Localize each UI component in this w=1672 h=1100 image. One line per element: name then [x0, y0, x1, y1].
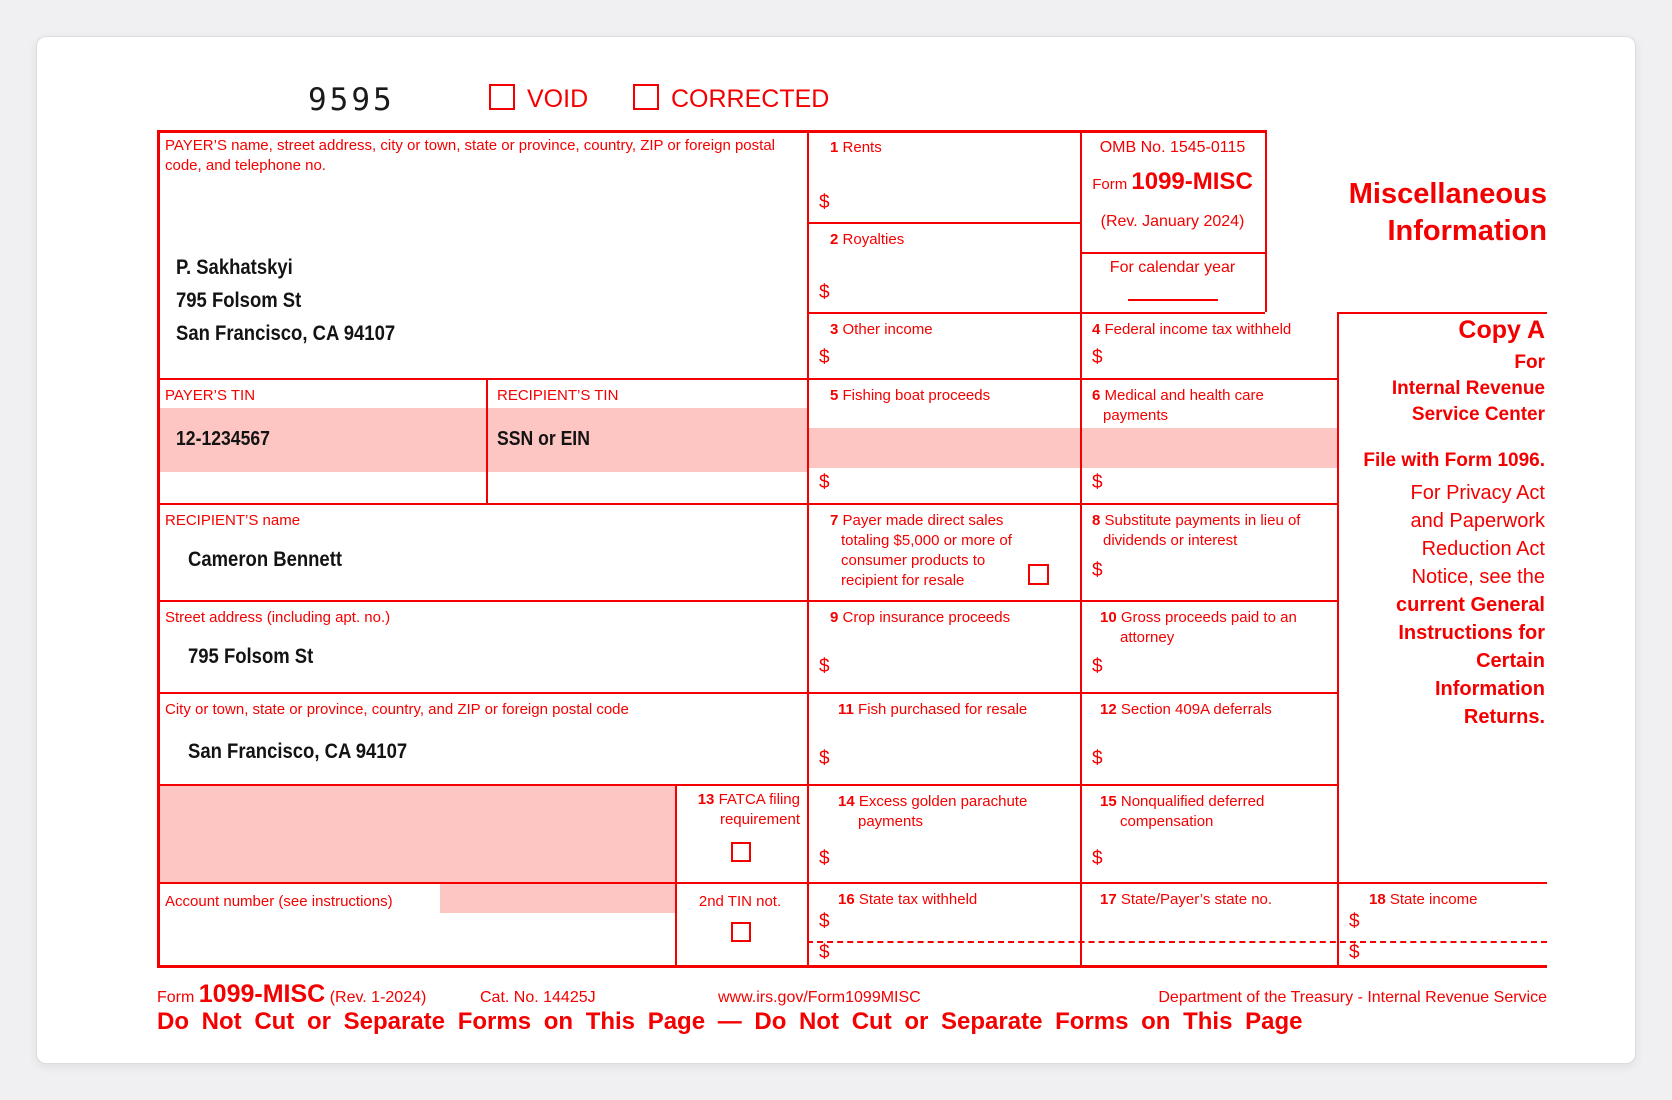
grid-line — [157, 784, 1337, 786]
recipient-name: Cameron Bennett — [188, 548, 343, 571]
box4-label: 4 Federal income tax withheld — [1092, 321, 1292, 338]
omb-number: OMB No. 1545-0115 — [1099, 139, 1246, 156]
recipient-tin-value: SSN or EIN — [497, 428, 590, 450]
box2-label: 2 Royalties — [830, 231, 905, 248]
box6-label: 6 Medical and health care payments — [1092, 387, 1264, 424]
city-label: City or town, state or province, country, and ZIP or foreign postal code — [165, 701, 629, 718]
box18-amount-field-bottom[interactable]: $ — [1349, 942, 1360, 963]
box2-amount-field[interactable]: $ — [819, 282, 830, 303]
grid-line — [675, 784, 677, 968]
form-revision: (Rev. January 2024) — [1100, 213, 1245, 230]
payer-tin-label: PAYER’S TIN — [165, 387, 256, 404]
box8-amount-field[interactable]: $ — [1092, 560, 1103, 581]
box1-amount-field[interactable]: $ — [819, 192, 830, 213]
grid-line — [1337, 312, 1547, 314]
box14-amount-field[interactable]: $ — [819, 848, 830, 869]
privacy-note-line: Instructions for — [1398, 622, 1545, 644]
payer-info-label: PAYER’S name, street address, city or town, state or province, country, ZIP or foreign postal code, and telephone no. — [165, 137, 775, 174]
do-not-cut-warning: Do Not Cut or Separate Forms on This Page — Do Not Cut or Separate Forms on This Page — [157, 1008, 1303, 1035]
privacy-note-line: Certain — [1476, 650, 1545, 672]
box17-label: 17 State/Payer’s state no. — [1100, 891, 1273, 908]
void-label: VOID — [527, 85, 589, 113]
privacy-note-line: and Paperwork — [1410, 510, 1545, 532]
grid-line — [157, 378, 1337, 380]
form-number-block: Form 1099-MISC — [1092, 168, 1253, 195]
box3-amount-field[interactable]: $ — [819, 347, 830, 368]
recipient-street: 795 Folsom St — [188, 645, 314, 668]
box8-label: 8 Substitute payments in lieu of dividends or interest — [1092, 512, 1301, 549]
grid-line — [486, 378, 488, 503]
box7-label: 7 Payer made direct sales totaling $5,000 or more of consumer products to recipient for resale — [830, 512, 1012, 589]
box5-6-highlight-band[interactable] — [807, 428, 1337, 468]
fatca-row-highlight[interactable] — [159, 786, 675, 882]
box7-direct-sales-checkbox[interactable] — [1028, 564, 1049, 585]
grid-line — [157, 692, 1337, 694]
box3-label: 3 Other income — [830, 321, 933, 338]
treasury-department-line: Department of the Treasury - Internal Revenue Service — [1158, 989, 1547, 1006]
privacy-note-line: For Privacy Act — [1410, 482, 1545, 504]
grid-line — [157, 130, 160, 968]
box16-label: 16 State tax withheld — [838, 891, 978, 908]
irs-url: www.irs.gov/Form1099MISC — [718, 989, 921, 1006]
box9-amount-field[interactable]: $ — [819, 656, 830, 677]
payer-name: P. Sakhatskyi — [176, 256, 293, 279]
box10-label: 10 Gross proceeds paid to an attorney — [1100, 609, 1297, 646]
box9-label: 9 Crop insurance proceeds — [830, 609, 1011, 626]
grid-line — [1080, 130, 1082, 968]
payer-tin-value: 12-1234567 — [176, 428, 270, 450]
state-row-dashed-divider — [807, 941, 1547, 943]
copy-a-for-line: Service Center — [1411, 404, 1545, 425]
box15-amount-field[interactable]: $ — [1092, 848, 1103, 869]
box11-amount-field[interactable]: $ — [819, 748, 830, 769]
copy-a-for-line: For — [1514, 352, 1545, 373]
grid-line — [807, 222, 1080, 224]
box11-label: 11 Fish purchased for resale — [838, 701, 1028, 718]
privacy-note-line: current General — [1396, 594, 1545, 616]
privacy-note-line: Returns. — [1463, 706, 1545, 728]
copy-a-for-line: Internal Revenue — [1391, 378, 1545, 399]
calendar-year-label: For calendar year — [1109, 259, 1236, 276]
copy-a-title: Copy A — [1458, 316, 1545, 344]
box6-amount-field[interactable]: $ — [1092, 472, 1103, 493]
box5-amount-field[interactable]: $ — [819, 472, 830, 493]
box18-amount-field-top[interactable]: $ — [1349, 911, 1360, 932]
catalog-number: Cat. No. 14425J — [480, 989, 596, 1006]
box4-amount-field[interactable]: $ — [1092, 347, 1103, 368]
account-number-label: Account number (see instructions) — [165, 893, 393, 910]
void-checkbox[interactable] — [489, 84, 515, 110]
file-with-note: File with Form 1096. — [1363, 450, 1545, 471]
grid-line — [807, 312, 1265, 314]
box15-label: 15 Nonqualified deferred compensation — [1100, 793, 1265, 830]
grid-line — [807, 130, 809, 968]
box16-amount-field-top[interactable]: $ — [819, 911, 830, 932]
form-title: Miscellaneous Information — [1348, 178, 1547, 247]
print-control-code: 9595 — [308, 82, 395, 118]
payer-street: 795 Folsom St — [176, 289, 302, 312]
recipient-name-label: RECIPIENT’S name — [165, 512, 301, 529]
privacy-note-line: Information — [1435, 678, 1545, 700]
grid-line — [1080, 252, 1265, 254]
payer-city: San Francisco, CA 94107 — [176, 322, 396, 345]
grid-line — [157, 503, 1337, 505]
corrected-checkbox[interactable] — [633, 84, 659, 110]
second-tin-checkbox[interactable] — [731, 922, 751, 942]
calendar-year-entry-line[interactable] — [1128, 299, 1218, 301]
footer-form-id: Form 1099-MISC (Rev. 1-2024) — [157, 980, 427, 1008]
box12-amount-field[interactable]: $ — [1092, 748, 1103, 769]
box12-label: 12 Section 409A deferrals — [1100, 701, 1272, 718]
box16-amount-field-bottom[interactable]: $ — [819, 942, 830, 963]
account-number-field[interactable] — [440, 884, 675, 913]
grid-line — [1337, 312, 1339, 968]
grid-line — [157, 130, 1265, 133]
privacy-note-line: Notice, see the — [1411, 566, 1545, 588]
fatca-checkbox[interactable] — [731, 842, 751, 862]
recipient-tin-label: RECIPIENT’S TIN — [497, 387, 619, 404]
box13-label: 13 FATCA filing requirement — [697, 791, 800, 828]
box14-label: 14 Excess golden parachute payments — [838, 793, 1028, 830]
privacy-note-line: Reduction Act — [1421, 538, 1545, 560]
box10-amount-field[interactable]: $ — [1092, 656, 1103, 677]
grid-line — [157, 600, 1337, 602]
street-address-label: Street address (including apt. no.) — [165, 609, 391, 626]
recipient-city: San Francisco, CA 94107 — [188, 740, 408, 763]
corrected-label: CORRECTED — [671, 85, 830, 113]
box5-label: 5 Fishing boat proceeds — [830, 387, 991, 404]
second-tin-label: 2nd TIN not. — [698, 893, 782, 910]
box18-label: 18 State income — [1369, 891, 1478, 908]
box1-label: 1 Rents — [830, 139, 882, 156]
